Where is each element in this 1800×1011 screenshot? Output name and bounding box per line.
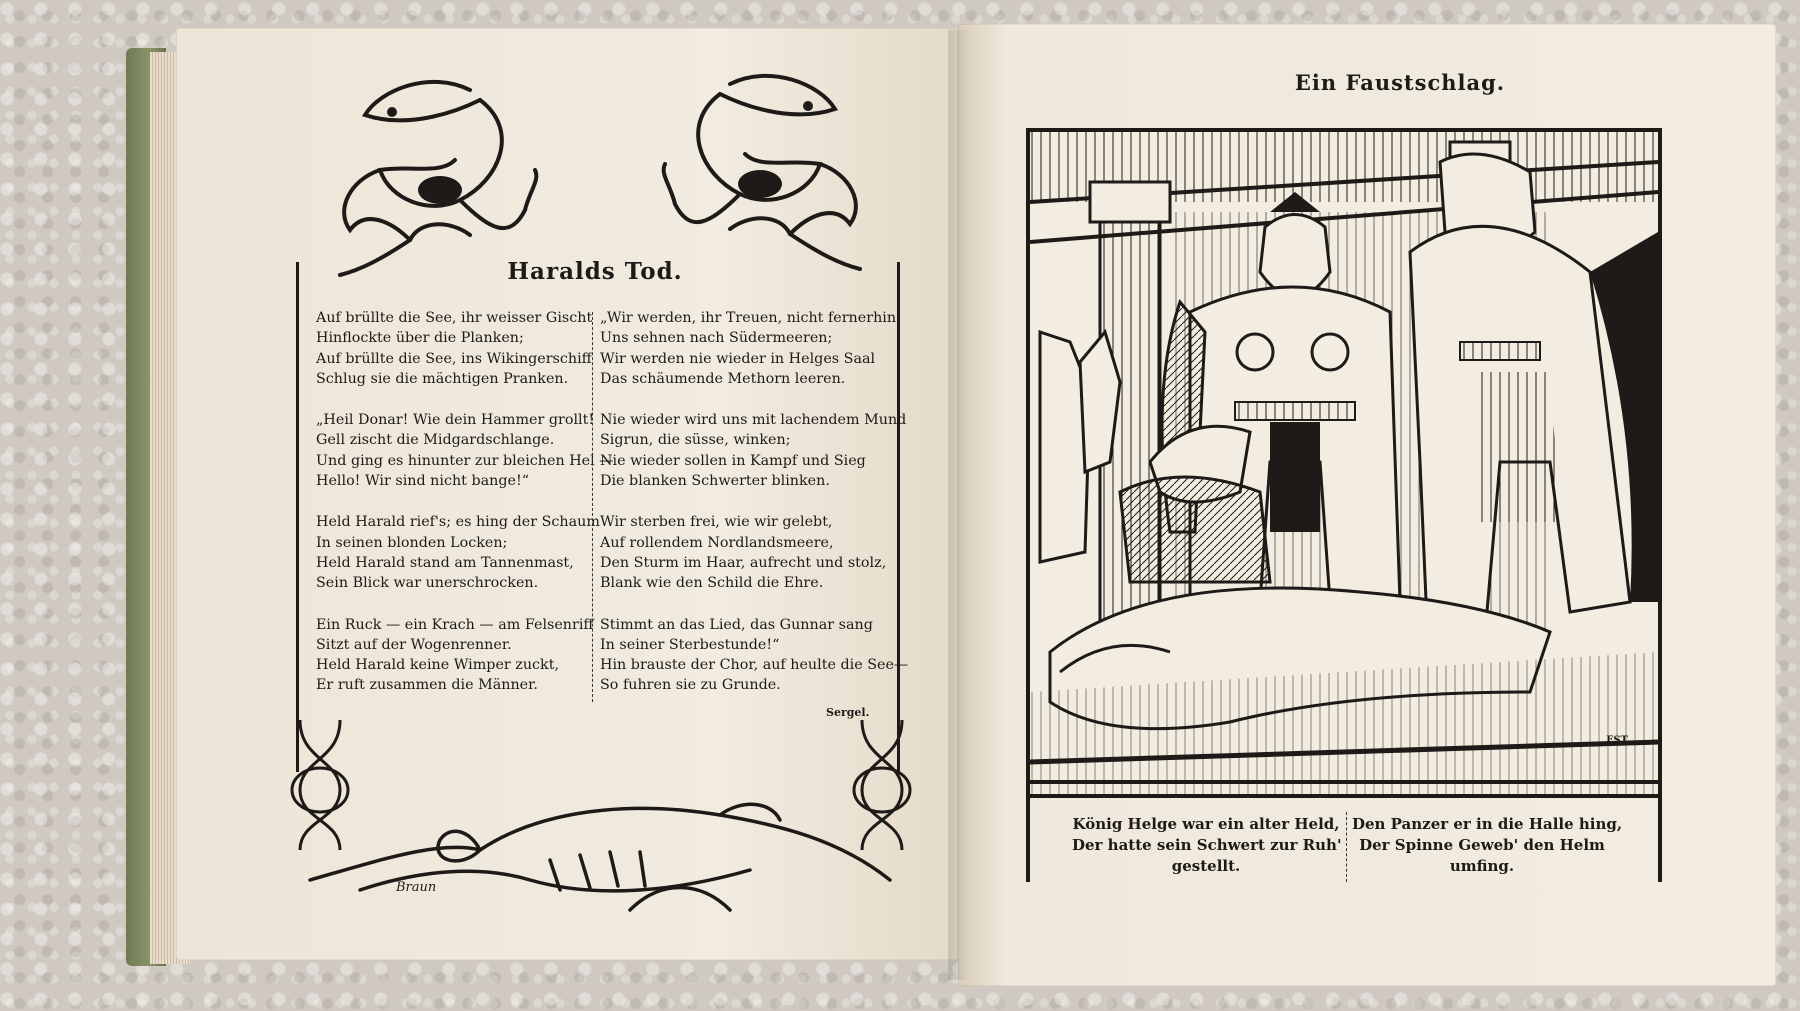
poem-line: Nie wieder sollen in Kampf und Sieg <box>600 452 866 469</box>
stanza <box>316 512 606 593</box>
poem-line: Den Sturm im Haar, aufrecht und stolz, <box>600 554 887 571</box>
stanza <box>316 615 606 696</box>
stanza <box>600 410 907 491</box>
poem-line: „Wir werden, ihr Treuen, nicht fernerhin <box>600 310 897 326</box>
poem-line: Und ging es hinunter zur bleichen Hel — <box>316 452 614 469</box>
stanza <box>600 615 909 696</box>
poem-line: Die blanken Schwerter blinken. <box>600 473 830 490</box>
poem-line: Gell zischt die Midgardschlange. <box>316 432 555 449</box>
poem-title: Haralds Tod. <box>507 258 683 285</box>
stanza <box>316 410 614 491</box>
caption-line: König Helge war ein alter Held, <box>1072 815 1340 833</box>
caption-divider <box>1346 812 1347 882</box>
poem-line: Das schäumende Methorn leeren. <box>600 370 846 387</box>
caption-line: gestellt. <box>1171 857 1241 875</box>
poem-line: Stimmt an das Lied, das Gunnar sang <box>600 616 873 633</box>
poem-line: Sitzt auf der Wogenrenner. <box>316 636 512 653</box>
poem-line: Wir werden nie wieder in Helges Saal <box>600 350 876 367</box>
poem-line: „Heil Donar! Wie dein Hammer grollt! <box>316 412 595 429</box>
poem-column-1 <box>316 308 614 717</box>
poem-line: Ein Ruck — ein Krach — am Felsenriff <box>316 616 594 633</box>
caption-line: umfing. <box>1449 857 1515 875</box>
bird-ornament-left-icon <box>320 70 550 280</box>
caption-line: Den Panzer er in die Halle hing, <box>1352 815 1623 833</box>
dragon-ornament-icon <box>300 770 900 920</box>
viking-hall-illustration <box>1026 128 1662 798</box>
poem-line: Hinflockte über die Planken; <box>316 330 524 347</box>
illustrator-signature: Braun <box>396 880 437 895</box>
poem-line: So fuhren sie zu Grunde. <box>600 677 781 694</box>
poem-line: Auf rollendem Nordlandsmeere, <box>600 534 834 551</box>
poem-line: Schlug sie die mächtigen Pranken. <box>316 370 569 387</box>
poem-line: Er ruft zusammen die Männer. <box>316 677 538 694</box>
stanza <box>316 308 606 389</box>
poem-line: Auf brüllte die See, ins Wikingerschiff <box>316 350 592 367</box>
poem-line: Sigrun, die süsse, winken; <box>600 432 791 449</box>
book-gutter <box>948 30 970 980</box>
illustration-title: Ein Faustschlag. <box>1294 70 1506 95</box>
stanza <box>600 308 897 389</box>
poem-author: Sergel. <box>826 706 870 719</box>
poem-line: Wir sterben frei, wie wir gelebt, <box>600 514 833 531</box>
poem-line: In seinen blonden Locken; <box>316 534 508 551</box>
bird-ornament-right-icon <box>650 64 880 274</box>
poem-line: Held Harald rief's; es hing der Schaum <box>316 514 600 531</box>
caption-right <box>1352 814 1623 877</box>
poem-column-2 <box>600 308 909 717</box>
viking-scene-icon <box>1030 132 1658 794</box>
poem-line: Held Harald keine Wimper zuckt, <box>316 657 559 674</box>
caption-left <box>1072 814 1340 877</box>
poem-line: Nie wieder wird uns mit lachendem Mund <box>600 412 907 429</box>
poem-line: Blank wie den Schild die Ehre. <box>600 575 824 592</box>
caption-line: Der hatte sein Schwert zur Ruh' <box>1072 836 1342 854</box>
caption-line: Der Spinne Geweb' den Helm <box>1359 836 1605 854</box>
illustrator-monogram: FST <box>1606 735 1628 746</box>
poem-line: Sein Blick war unerschrocken. <box>316 575 539 592</box>
stanza <box>600 512 890 593</box>
poem-line: Uns sehnen nach Südermeeren; <box>600 330 833 347</box>
poem-line: Auf brüllte die See, ihr weisser Gischt <box>316 310 593 326</box>
poem-line: Hello! Wir sind nicht bange!“ <box>316 473 530 490</box>
poem-line: Hin brauste der Chor, auf heulte die See— <box>600 657 909 674</box>
poem-line: In seiner Sterbestunde!“ <box>600 636 780 653</box>
poem-line: Held Harald stand am Tannenmast, <box>316 554 574 571</box>
column-divider <box>592 312 593 702</box>
